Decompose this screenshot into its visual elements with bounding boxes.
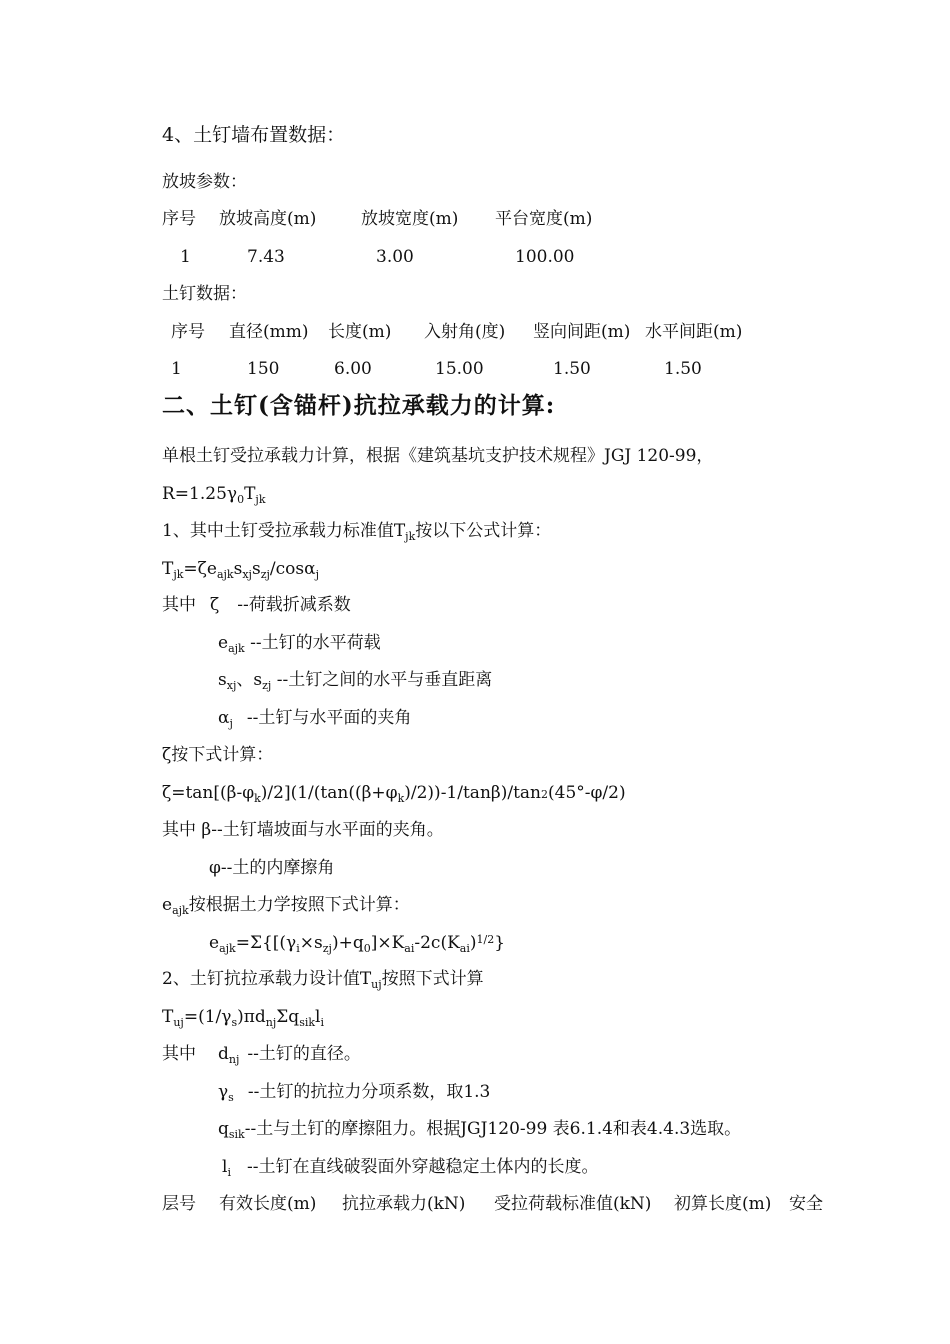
def-li: $l_i$ --土钉在直线破裂面外穿越稳定土体内的长度。 — [222, 1157, 599, 1179]
formula-Tuj: $T_{uj}=(1/\gamma_s)\pi d_{nj}\Sigma q_{sik}l_i$ — [162, 1007, 324, 1029]
formula-zeta: $\zeta=\tan[(\beta-\varphi_k)/2](1/(\tan((\beta+\varphi_k)/2))-1/\tan\beta)/\tan 2(45^\circ-\varphi/2)$ — [162, 783, 626, 805]
nail-cell-vspacing: 1.50 — [553, 359, 591, 379]
item1-text: 1、其中土钉受拉承载力标准值$T_{jk}$按以下公式计算： — [162, 521, 552, 543]
slope-header-index: 序号 — [162, 209, 196, 229]
formula-R: $R=1.25\gamma_0T_{jk}$ — [162, 484, 266, 506]
nail-header-index: 序号 — [171, 322, 205, 342]
section4-title: 4、土钉墙布置数据： — [162, 124, 346, 146]
result-header-capacity: 抗拉承载力(kN) — [342, 1194, 466, 1214]
formula-Tjk: $T_{jk}=\zeta e_{ajk}s_{xj}s_{zj}/\cos\alpha_j$ — [162, 559, 320, 581]
nail-header-angle: 入射角(度) — [424, 322, 506, 342]
slope-cell-width: 3.00 — [376, 247, 414, 267]
def-qsik: $q_{sik}--$土与土钉的摩擦阻力。根据JGJ120-99 表6.1.4和表4.4.3选取。 — [218, 1119, 742, 1141]
nail-header-length: 长度(m) — [328, 322, 392, 342]
nail-header-diameter: 直径(mm) — [229, 322, 309, 342]
slope-params-label: 放坡参数： — [162, 172, 247, 192]
nail-data-label: 土钉数据： — [162, 284, 247, 304]
slope-header-height: 放坡高度(m) — [219, 209, 317, 229]
nail-header-vspacing: 竖向间距(m) — [533, 322, 631, 342]
nail-cell-length: 6.00 — [334, 359, 372, 379]
def-sxj-szj: $s_{xj}$、$s_{zj}$ --土钉之间的水平与垂直距离 — [218, 670, 493, 692]
slope-header-platform: 平台宽度(m) — [495, 209, 593, 229]
def-gamma: $\gamma_s$ --土钉的抗拉力分项系数，取1.3 — [218, 1082, 491, 1104]
result-header-effective-length: 有效长度(m) — [219, 1194, 317, 1214]
def-alpha: $\alpha_j$ --土钉与水平面的夹角 — [218, 708, 412, 730]
nail-cell-angle: 15.00 — [435, 359, 484, 379]
def-eajk: $e_{ajk}$ --土钉的水平荷载 — [218, 633, 381, 655]
def-phi: φ--土的内摩擦角 — [209, 858, 335, 878]
nail-cell-index: 1 — [171, 359, 182, 379]
intro-text: 单根土钉受拉承载力计算，根据《建筑基坑支护技术规程》JGJ 120-99， — [162, 446, 714, 466]
result-header-layer: 层号 — [162, 1194, 196, 1214]
slope-cell-platform: 100.00 — [515, 247, 575, 267]
where-zeta: 其中 ζ --荷载折减系数 — [162, 595, 351, 615]
where-dnj: 其中 $d_{nj}$ --土钉的直径。 — [162, 1044, 361, 1066]
slope-header-width: 放坡宽度(m) — [361, 209, 459, 229]
eajk-calc-label: $e_{ajk}$按根据土力学按照下式计算： — [162, 895, 410, 917]
zeta-calc-label: ζ按下式计算： — [162, 745, 274, 765]
nail-header-hspacing: 水平间距(m) — [645, 322, 743, 342]
slope-cell-height: 7.43 — [247, 247, 285, 267]
section2-title: 二、土钉(含锚杆)抗拉承载力的计算: — [162, 392, 556, 419]
nail-cell-diameter: 150 — [247, 359, 280, 379]
nail-cell-hspacing: 1.50 — [664, 359, 702, 379]
slope-cell-index: 1 — [180, 247, 191, 267]
result-header-std-load: 受拉荷载标准值(kN) — [494, 1194, 652, 1214]
result-header-safety: 安全 — [789, 1194, 823, 1214]
result-header-init-length: 初算长度(m) — [674, 1194, 772, 1214]
formula-eajk: $e_{ajk}=\Sigma\{[(\gamma_i\times s_{zj})+q_0]\times K_{ai}-2c(K_{ai})^{1/2}\}$ — [209, 933, 506, 955]
item2-text: 2、土钉抗拉承载力设计值$T_{uj}$按照下式计算 — [162, 969, 484, 991]
where-beta: 其中 β--土钉墙坡面与水平面的夹角。 — [162, 820, 444, 840]
